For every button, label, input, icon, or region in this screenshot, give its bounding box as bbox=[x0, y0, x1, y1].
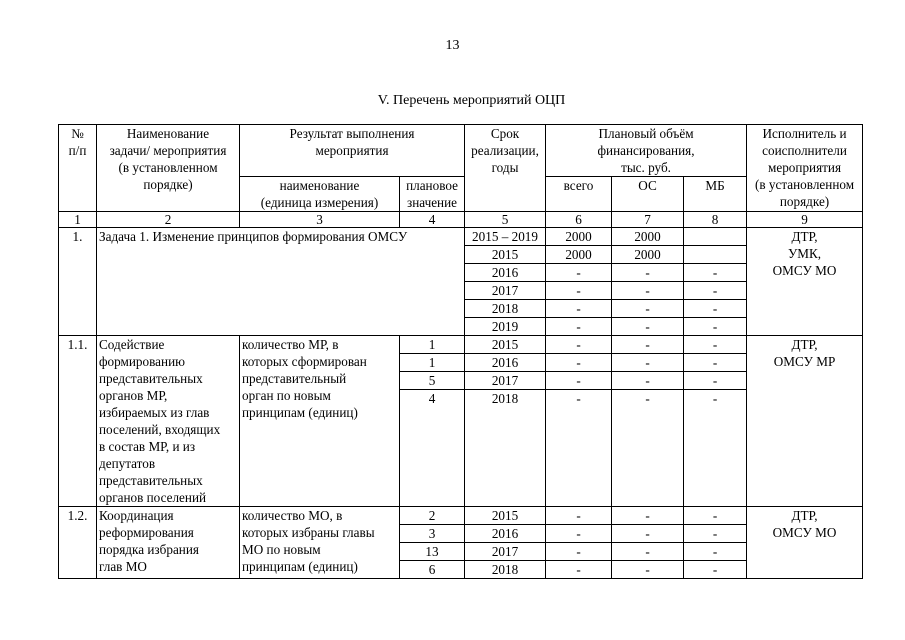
planned-value: 5 bbox=[400, 372, 465, 390]
executor-line: УМК, bbox=[787, 246, 822, 261]
fin-os-cell: - bbox=[612, 336, 684, 354]
executor-line: ОМСУ МО bbox=[772, 525, 837, 540]
fin-os-cell: 2000 bbox=[612, 228, 684, 246]
fin-os-cell: - bbox=[612, 390, 684, 507]
column-number: 4 bbox=[400, 212, 465, 228]
year-cell: 2019 bbox=[465, 318, 546, 336]
year-cell: 2015 – 2019 bbox=[465, 228, 546, 246]
header-fin-mb: МБ bbox=[684, 177, 747, 212]
header-result-name bbox=[240, 177, 400, 212]
fin-mb-cell: - bbox=[684, 543, 747, 561]
fin-os-cell: - bbox=[612, 354, 684, 372]
year-cell: 2016 bbox=[465, 354, 546, 372]
header-no-line: п/п bbox=[68, 143, 87, 158]
header-term bbox=[465, 125, 546, 212]
row-number: 1.2. bbox=[59, 507, 97, 579]
activity-title-line: представительных bbox=[99, 473, 203, 488]
column-number: 2 bbox=[97, 212, 240, 228]
table-row bbox=[59, 507, 863, 525]
header-term-line: Срок bbox=[490, 126, 520, 141]
fin-os-cell: 2000 bbox=[612, 246, 684, 264]
header-executor-line: мероприятия bbox=[768, 160, 842, 175]
table-row bbox=[59, 228, 863, 246]
header-finance-line: Плановый объём bbox=[598, 126, 694, 141]
activity-title-line: Координация bbox=[99, 508, 174, 523]
fin-total-cell: - bbox=[546, 300, 612, 318]
planned-value: 3 bbox=[400, 525, 465, 543]
column-number: 3 bbox=[240, 212, 400, 228]
activity-title-line: органов МР, bbox=[99, 388, 168, 403]
executor-line: ОМСУ МР bbox=[773, 354, 836, 369]
activity-title-line: представительных bbox=[99, 371, 203, 386]
year-cell: 2015 bbox=[465, 246, 546, 264]
header-executor bbox=[747, 125, 863, 212]
executor-line: ДТР, bbox=[791, 508, 818, 523]
year-cell: 2017 bbox=[465, 543, 546, 561]
year-cell: 2015 bbox=[465, 507, 546, 525]
executor-line: ОМСУ МО bbox=[772, 263, 837, 278]
fin-mb-cell bbox=[684, 246, 747, 264]
fin-total-cell: - bbox=[546, 282, 612, 300]
activity-title-line: Содействие bbox=[99, 337, 165, 352]
column-number: 9 bbox=[747, 212, 863, 228]
planned-value: 1 bbox=[400, 336, 465, 354]
fin-total-cell: - bbox=[546, 390, 612, 507]
header-result-name-line: наименование bbox=[279, 178, 360, 193]
activity-title-line: глав МО bbox=[99, 559, 147, 574]
fin-total-cell: - bbox=[546, 372, 612, 390]
column-number: 5 bbox=[465, 212, 546, 228]
fin-os-cell: - bbox=[612, 561, 684, 579]
result-name-line: количество МР, в bbox=[242, 337, 339, 352]
header-finance bbox=[546, 125, 747, 177]
year-cell: 2018 bbox=[465, 300, 546, 318]
result-name-line: которых избраны главы bbox=[242, 525, 375, 540]
header-result-value-line: значение bbox=[406, 195, 458, 210]
section-title: V. Перечень мероприятий ОЦП bbox=[377, 93, 566, 108]
planned-value: 1 bbox=[400, 354, 465, 372]
fin-os-cell: - bbox=[612, 507, 684, 525]
activity-title bbox=[97, 507, 240, 579]
fin-os-cell: - bbox=[612, 525, 684, 543]
activity-title-line: в состав МР, и из bbox=[99, 439, 196, 454]
row-number: 1. bbox=[59, 228, 97, 336]
fin-total-cell: - bbox=[546, 507, 612, 525]
executor-line: ДТР, bbox=[791, 229, 818, 244]
header-term-line: годы bbox=[491, 160, 519, 175]
fin-os-cell: - bbox=[612, 372, 684, 390]
executor-line: ДТР, bbox=[791, 337, 818, 352]
header-executor-line: Исполнитель и bbox=[762, 126, 847, 141]
result-name-line: количество МО, в bbox=[242, 508, 343, 523]
fin-mb-cell: - bbox=[684, 354, 747, 372]
activity-title-line: поселений, входящих bbox=[99, 422, 221, 437]
year-cell: 2016 bbox=[465, 525, 546, 543]
header-executor-line: соисполнители bbox=[762, 143, 847, 158]
fin-mb-cell: - bbox=[684, 390, 747, 507]
activity-title-line: депутатов bbox=[99, 456, 156, 471]
fin-total-cell: - bbox=[546, 543, 612, 561]
header-executor-line: (в установленном bbox=[754, 177, 855, 192]
year-cell: 2018 bbox=[465, 561, 546, 579]
fin-mb-cell: - bbox=[684, 507, 747, 525]
fin-total-cell: - bbox=[546, 264, 612, 282]
planned-value: 6 bbox=[400, 561, 465, 579]
fin-mb-cell: - bbox=[684, 264, 747, 282]
header-task bbox=[97, 125, 240, 212]
result-name-line: которых сформирован bbox=[242, 354, 367, 369]
header-term-line: реализации, bbox=[471, 143, 539, 158]
header-result-line: Результат выполнения bbox=[289, 126, 415, 141]
header-no-line: № bbox=[71, 126, 84, 141]
result-name-line: МО по новым bbox=[242, 542, 321, 557]
fin-total-cell: - bbox=[546, 318, 612, 336]
activity-title bbox=[97, 336, 240, 507]
fin-os-cell: - bbox=[612, 543, 684, 561]
fin-os-cell: - bbox=[612, 318, 684, 336]
header-task-line: задачи/ мероприятия bbox=[109, 143, 227, 158]
header-task-line: Наименование bbox=[126, 126, 210, 141]
result-name-line: представительный bbox=[242, 371, 347, 386]
header-result-value bbox=[400, 177, 465, 212]
fin-mb-cell: - bbox=[684, 318, 747, 336]
year-cell: 2017 bbox=[465, 282, 546, 300]
result-name-line: орган по новым bbox=[242, 388, 331, 403]
executor-cell bbox=[747, 336, 863, 507]
result-name bbox=[240, 336, 400, 507]
page-number: 13 bbox=[445, 38, 460, 53]
header-result-name-line: (единица измерения) bbox=[260, 195, 379, 210]
table-row bbox=[59, 336, 863, 354]
header-row-top bbox=[59, 125, 863, 177]
header-finance-line: финансирования, bbox=[597, 143, 695, 158]
fin-os-cell: - bbox=[612, 264, 684, 282]
header-result-line: мероприятия bbox=[315, 143, 389, 158]
executor-cell bbox=[747, 507, 863, 579]
year-cell: 2017 bbox=[465, 372, 546, 390]
column-number: 7 bbox=[612, 212, 684, 228]
fin-total-cell: - bbox=[546, 336, 612, 354]
fin-mb-cell: - bbox=[684, 300, 747, 318]
planned-value: 13 bbox=[400, 543, 465, 561]
activity-title-line: реформирования bbox=[99, 525, 194, 540]
activity-title-line: органов поселений bbox=[99, 490, 207, 505]
header-no bbox=[59, 125, 97, 212]
header-executor-line: порядке) bbox=[779, 194, 830, 209]
header-result bbox=[240, 125, 465, 177]
column-number: 1 bbox=[59, 212, 97, 228]
header-fin-total: всего bbox=[546, 177, 612, 212]
header-finance-line: тыс. руб. bbox=[621, 160, 671, 175]
year-cell: 2015 bbox=[465, 336, 546, 354]
header-fin-os: ОС bbox=[612, 177, 684, 212]
row-number: 1.1. bbox=[59, 336, 97, 507]
result-name bbox=[240, 507, 400, 579]
planned-value: 2 bbox=[400, 507, 465, 525]
column-number: 6 bbox=[546, 212, 612, 228]
fin-total-cell: 2000 bbox=[546, 246, 612, 264]
fin-os-cell: - bbox=[612, 282, 684, 300]
result-name-line: принципам (единиц) bbox=[242, 405, 358, 420]
year-cell: 2018 bbox=[465, 390, 546, 507]
activity-title-line: порядка избрания bbox=[99, 542, 199, 557]
task-title: Задача 1. Изменение принципов формирования ОМСУ bbox=[97, 228, 465, 336]
planned-value: 4 bbox=[400, 390, 465, 507]
column-number: 8 bbox=[684, 212, 747, 228]
executor-cell bbox=[747, 228, 863, 336]
fin-mb-cell: - bbox=[684, 282, 747, 300]
fin-total-cell: - bbox=[546, 561, 612, 579]
fin-total-cell: 2000 bbox=[546, 228, 612, 246]
header-task-line: порядке) bbox=[143, 177, 193, 192]
header-task-line: (в установленном bbox=[118, 160, 218, 175]
fin-os-cell: - bbox=[612, 300, 684, 318]
year-cell: 2016 bbox=[465, 264, 546, 282]
activities-table bbox=[58, 124, 863, 579]
result-name-line: принципам (единиц) bbox=[242, 559, 358, 574]
fin-mb-cell: - bbox=[684, 525, 747, 543]
fin-mb-cell: - bbox=[684, 372, 747, 390]
fin-total-cell: - bbox=[546, 354, 612, 372]
activity-title-line: избираемых из глав bbox=[99, 405, 210, 420]
activity-title-line: формированию bbox=[99, 354, 185, 369]
fin-mb-cell: - bbox=[684, 336, 747, 354]
fin-total-cell: - bbox=[546, 525, 612, 543]
fin-mb-cell bbox=[684, 228, 747, 246]
header-result-value-line: плановое bbox=[406, 178, 458, 193]
column-numbers-row bbox=[59, 212, 863, 228]
fin-mb-cell: - bbox=[684, 561, 747, 579]
